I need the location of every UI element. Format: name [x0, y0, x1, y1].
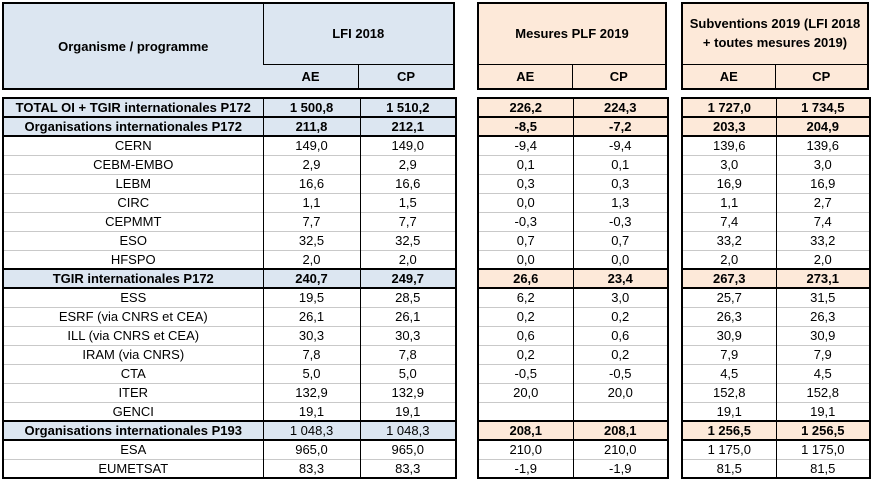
body-block-subventions [681, 97, 871, 479]
organisme-label-cell: Organisations internationales P193 [3, 421, 263, 440]
table-row [682, 269, 870, 288]
organisme-label-cell: TOTAL OI + TGIR internationales P172 [3, 98, 263, 117]
table-row [478, 174, 668, 193]
table-row [478, 136, 668, 155]
table-row [3, 231, 456, 250]
mesures-cp-cell: 0,7 [573, 231, 668, 250]
lfi-cp-cell: 249,7 [360, 269, 456, 288]
subventions-2019-title: Subventions 2019 (LFI 2018 + toutes mesures 2019) [682, 3, 868, 64]
table-row [3, 174, 456, 193]
table-row [478, 288, 668, 307]
lfi-cp-cell: 149,0 [360, 136, 456, 155]
column-gap [667, 2, 681, 479]
subventions-cp-cell: 33,2 [776, 231, 870, 250]
body-block-mesures [477, 97, 669, 479]
mesures-ae-cell: 0,0 [478, 250, 573, 269]
table-row [682, 326, 870, 345]
table-row [3, 288, 456, 307]
table-row [3, 383, 456, 402]
table-row [3, 117, 456, 136]
mesures-ae-cell: 210,0 [478, 440, 573, 459]
table-row [478, 212, 668, 231]
table-row [3, 421, 456, 440]
subventions-cp-cell: 26,3 [776, 307, 870, 326]
lfi-ae-cell: 1 048,3 [263, 421, 360, 440]
organisme-label-cell: GENCI [3, 402, 263, 421]
table-row [478, 402, 668, 421]
organisme-label-cell: CTA [3, 364, 263, 383]
table-row [682, 155, 870, 174]
subventions-ae-cell: 81,5 [682, 459, 776, 478]
lfi-cp-cell: 83,3 [360, 459, 456, 478]
table-row [478, 440, 668, 459]
lfi-cp-cell: 212,1 [360, 117, 456, 136]
subventions-cp-cell: 30,9 [776, 326, 870, 345]
table-row [478, 364, 668, 383]
subventions-cp-cell: 204,9 [776, 117, 870, 136]
table-row [3, 326, 456, 345]
lfi-cp-cell: 1,5 [360, 193, 456, 212]
lfi-ae-cell: 16,6 [263, 174, 360, 193]
lfi-ae-cell: 240,7 [263, 269, 360, 288]
table-row [478, 421, 668, 440]
lfi-ae-cell: 1,1 [263, 193, 360, 212]
table-row [3, 193, 456, 212]
table-row [682, 440, 870, 459]
table-row [3, 440, 456, 459]
table-row [3, 364, 456, 383]
mesures-ae-cell: -1,9 [478, 459, 573, 478]
lfi-ae-cell: 965,0 [263, 440, 360, 459]
table-row [682, 459, 870, 478]
mesures-cp-cell: -7,2 [573, 117, 668, 136]
mesures-cp-cell [573, 402, 668, 421]
subventions-ae-cell: 1 727,0 [682, 98, 776, 117]
mesures-ae-cell: -0,3 [478, 212, 573, 231]
lfi-cp-cell: 19,1 [360, 402, 456, 421]
subventions-ae-cell: 7,9 [682, 345, 776, 364]
organisme-label-cell: IRAM (via CNRS) [3, 345, 263, 364]
lfi-ae-header: AE [263, 64, 359, 89]
subventions-cp-cell: 7,9 [776, 345, 870, 364]
organisme-label-cell: ESA [3, 440, 263, 459]
table-row [682, 402, 870, 421]
subventions-ae-cell: 1 256,5 [682, 421, 776, 440]
table-row [3, 250, 456, 269]
mesures-cp-cell: -1,9 [573, 459, 668, 478]
lfi-cp-cell: 28,5 [360, 288, 456, 307]
table-row [478, 326, 668, 345]
lfi-ae-cell: 211,8 [263, 117, 360, 136]
mesures-cp-cell: 20,0 [573, 383, 668, 402]
table-row [478, 98, 668, 117]
organisme-label-cell: ITER [3, 383, 263, 402]
table-row [682, 250, 870, 269]
subventions-cp-cell: 31,5 [776, 288, 870, 307]
mesures-cp-cell: 0,2 [573, 307, 668, 326]
mesures-ae-cell: 0,0 [478, 193, 573, 212]
mesures-cp-cell: -9,4 [573, 136, 668, 155]
lfi-ae-cell: 26,1 [263, 307, 360, 326]
table-row [682, 98, 870, 117]
lfi-ae-cell: 7,7 [263, 212, 360, 231]
lfi-cp-cell: 26,1 [360, 307, 456, 326]
table-row [682, 383, 870, 402]
header-block-subventions [681, 2, 869, 90]
lfi-cp-cell: 2,9 [360, 155, 456, 174]
lfi-cp-cell: 5,0 [360, 364, 456, 383]
subventions-cp-cell: 4,5 [776, 364, 870, 383]
subventions-ae-header: AE [682, 64, 775, 89]
lfi-cp-cell: 2,0 [360, 250, 456, 269]
subventions-ae-cell: 33,2 [682, 231, 776, 250]
organisme-label-cell: LEBM [3, 174, 263, 193]
lfi-cp-header: CP [359, 64, 455, 89]
subventions-ae-cell: 30,9 [682, 326, 776, 345]
organisme-label-cell: ILL (via CNRS et CEA) [3, 326, 263, 345]
mesures-ae-cell: 20,0 [478, 383, 573, 402]
lfi-2018-title: LFI 2018 [263, 3, 454, 64]
organisme-label-cell: EUMETSAT [3, 459, 263, 478]
mesures-ae-cell: 0,3 [478, 174, 573, 193]
mesures-ae-cell: -9,4 [478, 136, 573, 155]
lfi-cp-cell: 7,8 [360, 345, 456, 364]
lfi-cp-cell: 30,3 [360, 326, 456, 345]
header-body-gap [681, 90, 869, 97]
subventions-cp-cell: 1 734,5 [776, 98, 870, 117]
lfi-ae-cell: 30,3 [263, 326, 360, 345]
lfi-ae-cell: 2,0 [263, 250, 360, 269]
table-row [3, 155, 456, 174]
table-row [3, 136, 456, 155]
lfi-ae-cell: 2,9 [263, 155, 360, 174]
subventions-ae-cell: 203,3 [682, 117, 776, 136]
table-row [3, 402, 456, 421]
table-row [478, 383, 668, 402]
mesures-plf-2019-title: Mesures PLF 2019 [478, 3, 666, 64]
table-row [682, 136, 870, 155]
mesures-cp-cell: 210,0 [573, 440, 668, 459]
table-row [682, 364, 870, 383]
table-row [682, 231, 870, 250]
header-block-lfi [2, 2, 455, 90]
subventions-cp-header: CP [775, 64, 868, 89]
subventions-cp-cell: 81,5 [776, 459, 870, 478]
organisme-label-cell: CIRC [3, 193, 263, 212]
column-gap [455, 2, 477, 479]
mesures-ae-cell: 0,6 [478, 326, 573, 345]
lfi-ae-cell: 5,0 [263, 364, 360, 383]
organisme-label-cell: HFSPO [3, 250, 263, 269]
lfi-cp-cell: 1 510,2 [360, 98, 456, 117]
table-row [478, 193, 668, 212]
header-body-gap [477, 90, 667, 97]
subventions-ae-cell: 152,8 [682, 383, 776, 402]
table-row [682, 307, 870, 326]
mesures-ae-cell: -0,5 [478, 364, 573, 383]
lfi-cp-cell: 965,0 [360, 440, 456, 459]
mesures-ae-cell: 0,7 [478, 231, 573, 250]
organisme-label-cell: CEBM-EMBO [3, 155, 263, 174]
subventions-cp-cell: 139,6 [776, 136, 870, 155]
mesures-cp-cell: 208,1 [573, 421, 668, 440]
organisme-label-cell: CERN [3, 136, 263, 155]
lfi-ae-cell: 83,3 [263, 459, 360, 478]
subventions-ae-cell: 139,6 [682, 136, 776, 155]
subventions-ae-cell: 3,0 [682, 155, 776, 174]
organisme-label-cell: ESS [3, 288, 263, 307]
table-row [682, 421, 870, 440]
lfi-cp-cell: 1 048,3 [360, 421, 456, 440]
mesures-ae-cell: 0,1 [478, 155, 573, 174]
subventions-ae-cell: 1 175,0 [682, 440, 776, 459]
table-row [478, 231, 668, 250]
table-row [3, 345, 456, 364]
mesures-ae-cell: 0,2 [478, 307, 573, 326]
subventions-ae-cell: 26,3 [682, 307, 776, 326]
table-layout-grid [2, 2, 871, 479]
lfi-cp-cell: 16,6 [360, 174, 456, 193]
table-row [682, 345, 870, 364]
table-row [682, 117, 870, 136]
mesures-ae-cell: 226,2 [478, 98, 573, 117]
lfi-ae-cell: 132,9 [263, 383, 360, 402]
lfi-ae-cell: 1 500,8 [263, 98, 360, 117]
mesures-cp-header: CP [572, 64, 666, 89]
mesures-cp-cell: 0,2 [573, 345, 668, 364]
table-row [478, 117, 668, 136]
subventions-cp-cell: 273,1 [776, 269, 870, 288]
header-block-mesures [477, 2, 667, 90]
table-row [3, 212, 456, 231]
mesures-cp-cell: 0,0 [573, 250, 668, 269]
table-row [3, 459, 456, 478]
mesures-ae-cell: 0,2 [478, 345, 573, 364]
lfi-ae-cell: 19,5 [263, 288, 360, 307]
lfi-ae-cell: 7,8 [263, 345, 360, 364]
subventions-cp-cell: 152,8 [776, 383, 870, 402]
lfi-ae-cell: 19,1 [263, 402, 360, 421]
subventions-cp-cell: 1 256,5 [776, 421, 870, 440]
organisme-label-cell: Organisations internationales P172 [3, 117, 263, 136]
table-row [3, 98, 456, 117]
lfi-cp-cell: 7,7 [360, 212, 456, 231]
table-row [682, 212, 870, 231]
table-row [3, 307, 456, 326]
organisme-label-cell: TGIR internationales P172 [3, 269, 263, 288]
mesures-cp-cell: -0,3 [573, 212, 668, 231]
subventions-cp-cell: 2,0 [776, 250, 870, 269]
mesures-ae-cell: 6,2 [478, 288, 573, 307]
mesures-ae-cell: 208,1 [478, 421, 573, 440]
subventions-ae-cell: 1,1 [682, 193, 776, 212]
table-row [682, 193, 870, 212]
organisme-label-cell: ESO [3, 231, 263, 250]
subventions-ae-cell: 2,0 [682, 250, 776, 269]
mesures-ae-header: AE [478, 64, 572, 89]
mesures-ae-cell: -8,5 [478, 117, 573, 136]
header-body-gap [2, 90, 455, 97]
subventions-ae-cell: 16,9 [682, 174, 776, 193]
table-row [478, 250, 668, 269]
mesures-cp-cell: 23,4 [573, 269, 668, 288]
subventions-cp-cell: 1 175,0 [776, 440, 870, 459]
organisme-label-cell: ESRF (via CNRS et CEA) [3, 307, 263, 326]
subventions-ae-cell: 267,3 [682, 269, 776, 288]
table-row [478, 345, 668, 364]
mesures-cp-cell: 0,1 [573, 155, 668, 174]
organisme-programme-header: Organisme / programme [3, 3, 263, 89]
table-row [682, 174, 870, 193]
mesures-cp-cell: 224,3 [573, 98, 668, 117]
lfi-cp-cell: 32,5 [360, 231, 456, 250]
subventions-ae-cell: 25,7 [682, 288, 776, 307]
mesures-ae-cell [478, 402, 573, 421]
organisme-label-cell: CEPMMT [3, 212, 263, 231]
mesures-cp-cell: 3,0 [573, 288, 668, 307]
body-block-lfi [2, 97, 457, 479]
subventions-cp-cell: 2,7 [776, 193, 870, 212]
table-row [478, 269, 668, 288]
mesures-cp-cell: 0,3 [573, 174, 668, 193]
mesures-cp-cell: 0,6 [573, 326, 668, 345]
subventions-cp-cell: 3,0 [776, 155, 870, 174]
lfi-ae-cell: 32,5 [263, 231, 360, 250]
table-row [478, 307, 668, 326]
subventions-cp-cell: 16,9 [776, 174, 870, 193]
subventions-ae-cell: 4,5 [682, 364, 776, 383]
table-row [682, 288, 870, 307]
table-row [3, 269, 456, 288]
lfi-cp-cell: 132,9 [360, 383, 456, 402]
mesures-cp-cell: 1,3 [573, 193, 668, 212]
subventions-ae-cell: 7,4 [682, 212, 776, 231]
table-row [478, 459, 668, 478]
subventions-ae-cell: 19,1 [682, 402, 776, 421]
subventions-cp-cell: 7,4 [776, 212, 870, 231]
mesures-cp-cell: -0,5 [573, 364, 668, 383]
lfi-ae-cell: 149,0 [263, 136, 360, 155]
subventions-cp-cell: 19,1 [776, 402, 870, 421]
table-row [478, 155, 668, 174]
mesures-ae-cell: 26,6 [478, 269, 573, 288]
